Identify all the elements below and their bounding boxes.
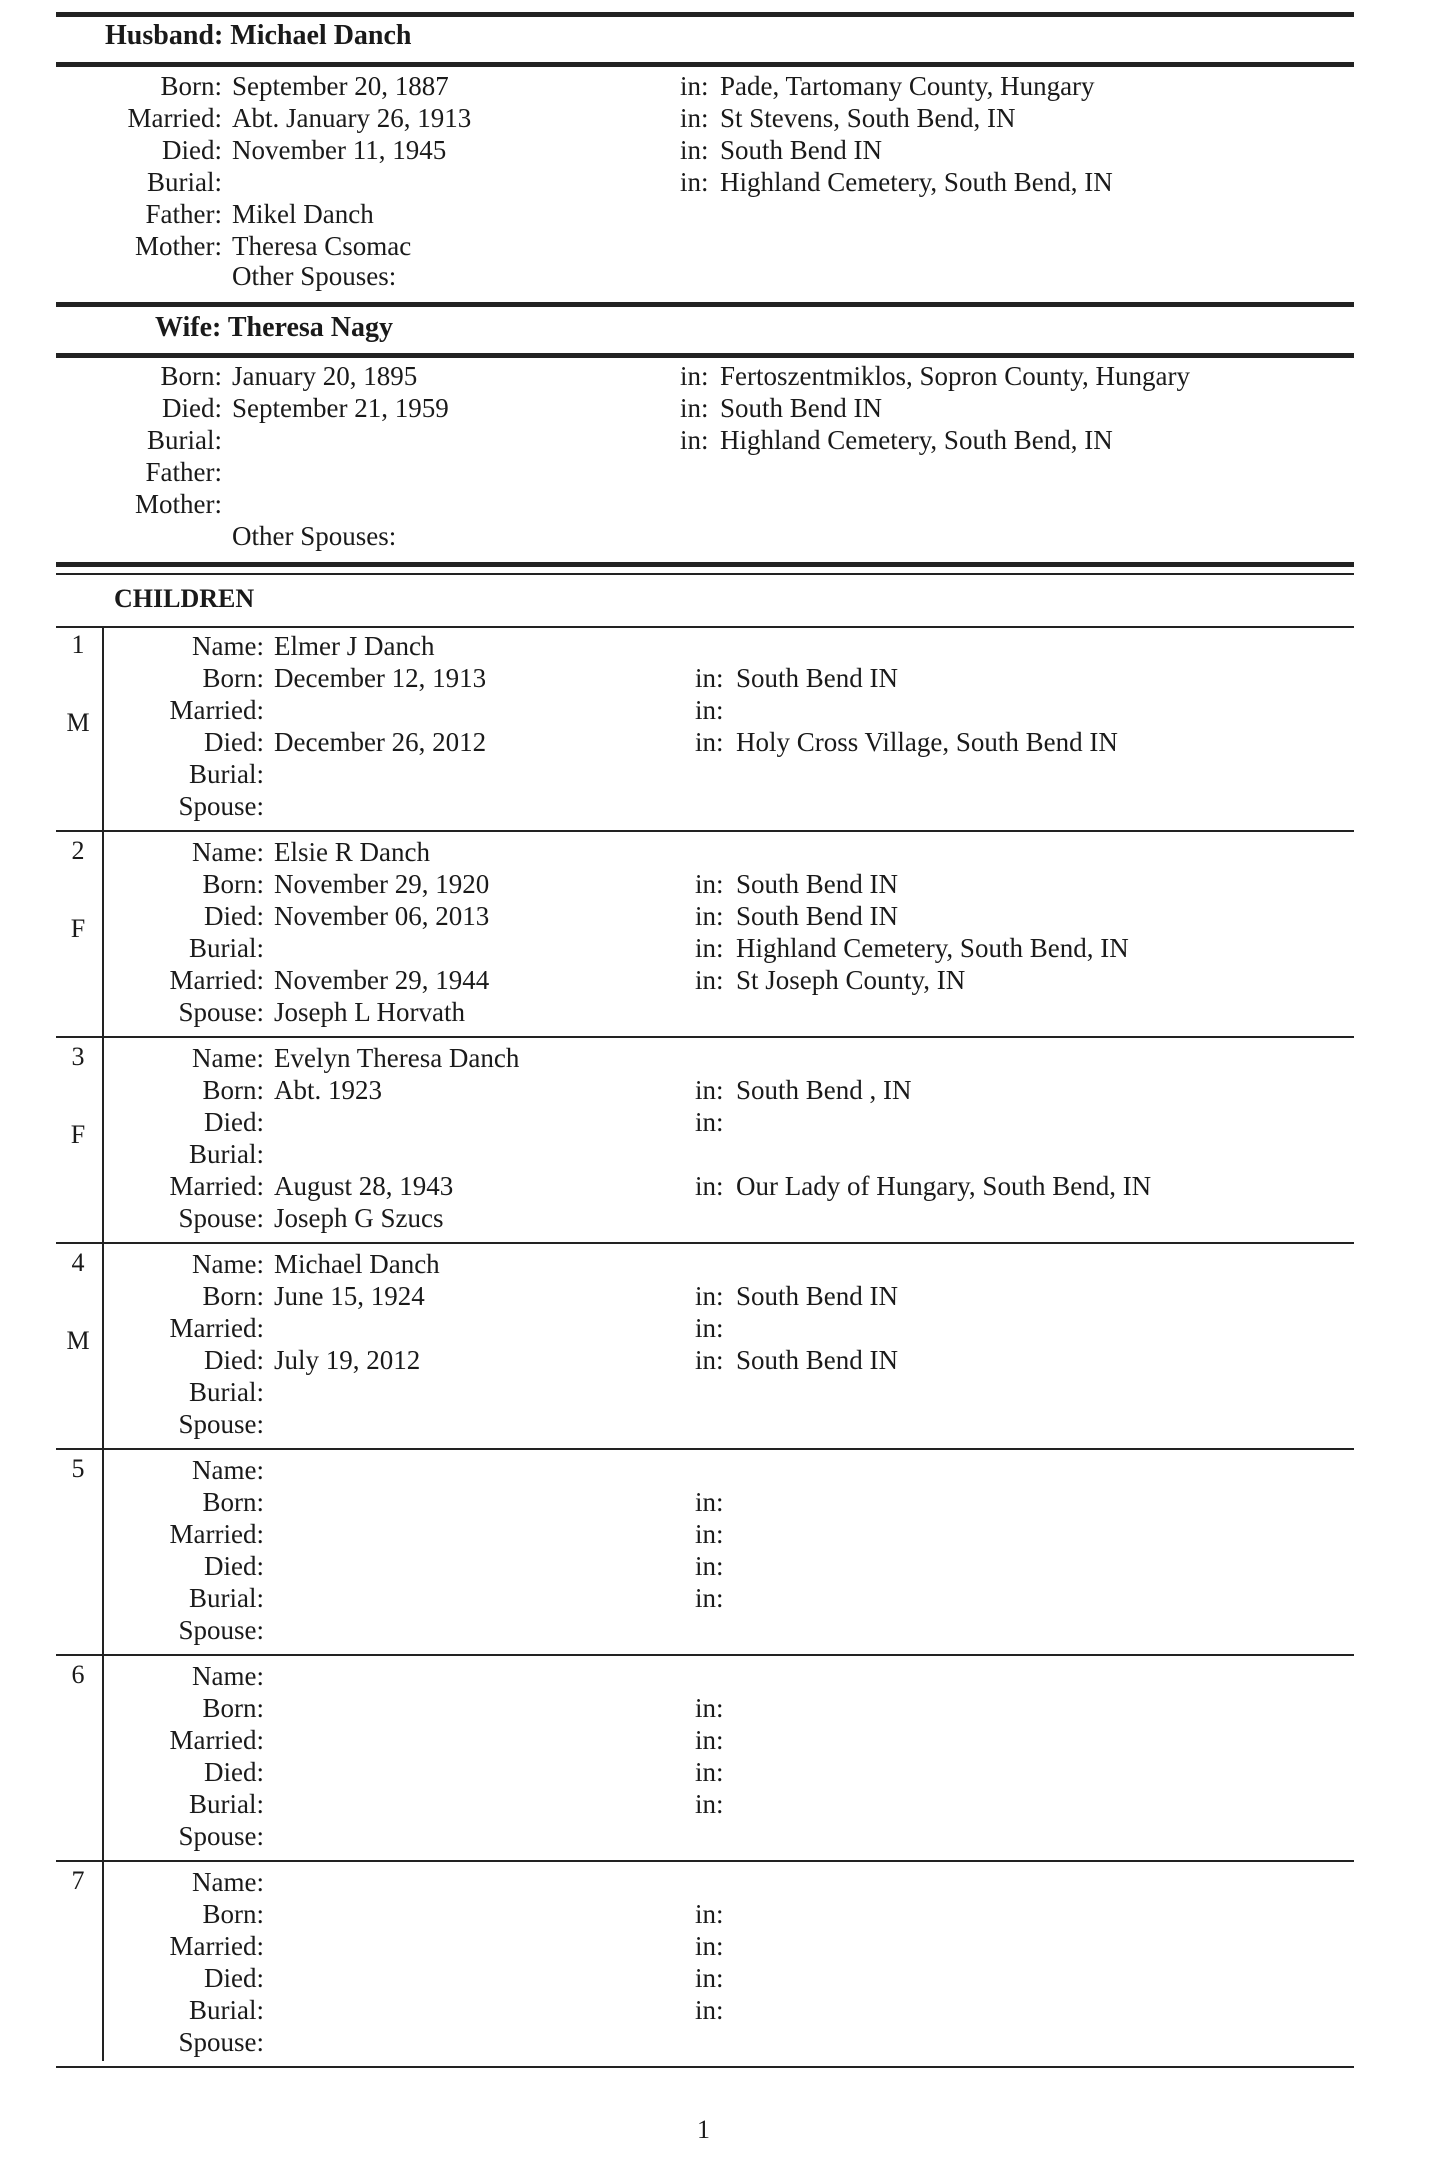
field-label: Born:: [160, 361, 222, 391]
field-label: Died:: [162, 135, 222, 165]
in-label: in:: [695, 901, 724, 931]
place-value: South Bend IN: [736, 1281, 898, 1311]
field-value: Mikel Danch: [232, 199, 374, 229]
field-value: November 11, 1945: [232, 135, 447, 165]
field-label: Married:: [169, 1171, 264, 1201]
field-value: Joseph L Horvath: [274, 997, 465, 1027]
in-label: in:: [695, 1583, 724, 1613]
wife-rule: [56, 353, 1354, 358]
field-label: Born:: [202, 1487, 264, 1517]
field-label: Married:: [169, 1313, 264, 1343]
field-value: September 21, 1959: [232, 393, 449, 423]
children-title: CHILDREN: [114, 584, 255, 613]
field-label: Died:: [204, 1757, 264, 1787]
place-value: South Bend IN: [720, 393, 882, 423]
field-label: Name:: [192, 1867, 264, 1897]
field-label: Married:: [169, 695, 264, 725]
in-label: in:: [680, 393, 709, 423]
children-top-rule: [56, 562, 1354, 567]
child-sex: F: [70, 914, 86, 943]
field-label: Burial:: [189, 759, 264, 789]
in-label: in:: [695, 695, 724, 725]
in-label: in:: [695, 1757, 724, 1787]
field-label: Name:: [192, 1661, 264, 1691]
child-separator-rule: [56, 1860, 1354, 1862]
child-sex: M: [66, 708, 90, 737]
child-number: 7: [71, 1866, 85, 1895]
page-number: 1: [697, 2115, 710, 2144]
field-label: Mother:: [135, 231, 222, 261]
field-label: Spouse:: [178, 1203, 264, 1233]
in-label: in:: [695, 1281, 724, 1311]
field-label: Married:: [127, 103, 222, 133]
in-label: in:: [695, 1995, 724, 2025]
child-separator-rule: [56, 1448, 1354, 1450]
field-value: August 28, 1943: [274, 1171, 454, 1201]
field-label: Died:: [204, 1107, 264, 1137]
place-value: Holy Cross Village, South Bend IN: [736, 727, 1118, 757]
in-label: in:: [695, 1931, 724, 1961]
field-value: January 20, 1895: [232, 361, 418, 391]
field-label: Burial:: [189, 933, 264, 963]
field-label: Born:: [202, 869, 264, 899]
place-value: South Bend , IN: [736, 1075, 912, 1105]
field-label: Father:: [145, 457, 222, 487]
child-separator-rule: [56, 1036, 1354, 1038]
child-separator-rule: [56, 1242, 1354, 1244]
place-value: Highland Cemetery, South Bend, IN: [736, 933, 1129, 963]
field-label: Born:: [202, 1281, 264, 1311]
field-label: Name:: [192, 1455, 264, 1485]
field-label: Spouse:: [178, 1615, 264, 1645]
in-label: in:: [695, 1345, 724, 1375]
field-label: Spouse:: [178, 1409, 264, 1439]
field-value: December 26, 2012: [274, 727, 487, 757]
field-label: Born:: [202, 1075, 264, 1105]
field-value: July 19, 2012: [274, 1345, 421, 1375]
children-top-rule-thin: [56, 573, 1354, 575]
place-value: St Stevens, South Bend, IN: [720, 103, 1016, 133]
husband-rule: [56, 62, 1354, 67]
field-value: November 29, 1920: [274, 869, 490, 899]
child-sex: F: [70, 1120, 86, 1149]
in-label: in:: [695, 727, 724, 757]
field-label: Born:: [202, 663, 264, 693]
children-header-rule: [56, 626, 1354, 628]
in-label: in:: [695, 1789, 724, 1819]
place-value: St Joseph County, IN: [736, 965, 966, 995]
field-value: Elsie R Danch: [274, 837, 430, 867]
in-label: in:: [695, 1519, 724, 1549]
field-label: Name:: [192, 1043, 264, 1073]
field-label: Name:: [192, 1249, 264, 1279]
wife-label: Wife:: [155, 312, 222, 343]
in-label: in:: [680, 71, 709, 101]
in-label: in:: [695, 1313, 724, 1343]
place-value: Our Lady of Hungary, South Bend, IN: [736, 1171, 1152, 1201]
place-value: South Bend IN: [736, 869, 898, 899]
in-label: in:: [680, 167, 709, 197]
field-label: Died:: [204, 901, 264, 931]
field-value: December 12, 1913: [274, 663, 487, 693]
field-label: Born:: [202, 1693, 264, 1723]
field-label: Burial:: [147, 167, 222, 197]
place-value: South Bend IN: [736, 901, 898, 931]
in-label: in:: [695, 1075, 724, 1105]
place-value: South Bend IN: [720, 135, 882, 165]
field-label: Burial:: [189, 1583, 264, 1613]
top-rule: [56, 12, 1354, 17]
child-separator-rule: [56, 2066, 1354, 2068]
field-label: Married:: [169, 1931, 264, 1961]
field-label: Died:: [204, 1345, 264, 1375]
field-value: Joseph G Szucs: [274, 1203, 444, 1233]
in-label: in:: [695, 1171, 724, 1201]
field-label: Died:: [204, 727, 264, 757]
husband-header: [105, 20, 412, 52]
field-label: Name:: [192, 837, 264, 867]
field-label: Burial:: [189, 1789, 264, 1819]
field-label: Spouse:: [178, 2027, 264, 2057]
field-value: Michael Danch: [274, 1249, 440, 1279]
place-value: Pade, Tartomany County, Hungary: [720, 71, 1095, 101]
child-number: 1: [71, 630, 85, 659]
field-value: Elmer J Danch: [274, 631, 435, 661]
field-label: Died:: [204, 1963, 264, 1993]
wife-other-spouses: Other Spouses:: [232, 521, 397, 551]
in-label: in:: [695, 1693, 724, 1723]
wife-top-rule: [56, 302, 1354, 307]
field-value: November 06, 2013: [274, 901, 490, 931]
field-label: Married:: [169, 965, 264, 995]
place-value: Fertoszentmiklos, Sopron County, Hungary: [720, 361, 1190, 391]
field-label: Mother:: [135, 489, 222, 519]
wife-name: Theresa Nagy: [227, 312, 394, 343]
in-label: in:: [695, 869, 724, 899]
in-label: in:: [680, 425, 709, 455]
child-number: 6: [71, 1660, 85, 1689]
field-label: Married:: [169, 1519, 264, 1549]
field-label: Spouse:: [178, 791, 264, 821]
husband-label: Husband:: [105, 20, 224, 51]
child-number: 4: [71, 1248, 85, 1277]
field-value: November 29, 1944: [274, 965, 490, 995]
field-value: June 15, 1924: [274, 1281, 425, 1311]
husband-name: Michael Danch: [230, 20, 412, 51]
child-number: 2: [71, 836, 85, 865]
field-value: Evelyn Theresa Danch: [274, 1043, 520, 1073]
husband-other-spouses: Other Spouses:: [232, 261, 397, 291]
field-value: Abt. 1923: [274, 1075, 382, 1105]
field-label: Died:: [204, 1551, 264, 1581]
in-label: in:: [680, 135, 709, 165]
place-value: Highland Cemetery, South Bend, IN: [720, 425, 1113, 455]
field-label: Name:: [192, 631, 264, 661]
place-value: South Bend IN: [736, 663, 898, 693]
field-label: Burial:: [189, 1377, 264, 1407]
child-number: 3: [71, 1042, 85, 1071]
in-label: in:: [695, 1107, 724, 1137]
field-value: September 20, 1887: [232, 71, 449, 101]
in-label: in:: [695, 965, 724, 995]
in-label: in:: [695, 1725, 724, 1755]
field-label: Born:: [160, 71, 222, 101]
field-label: Burial:: [189, 1995, 264, 2025]
field-value: Theresa Csomac: [232, 231, 412, 261]
field-label: Father:: [145, 199, 222, 229]
field-label: Died:: [162, 393, 222, 423]
child-sex: M: [66, 1326, 90, 1355]
place-value: Highland Cemetery, South Bend, IN: [720, 167, 1113, 197]
in-label: in:: [695, 1487, 724, 1517]
field-label: Married:: [169, 1725, 264, 1755]
in-label: in:: [695, 1963, 724, 1993]
in-label: in:: [695, 663, 724, 693]
wife-header: [155, 312, 393, 344]
field-label: Burial:: [189, 1139, 264, 1169]
in-label: in:: [695, 1899, 724, 1929]
field-value: Abt. January 26, 1913: [232, 103, 472, 133]
field-label: Burial:: [147, 425, 222, 455]
child-separator-rule: [56, 830, 1354, 832]
in-label: in:: [680, 103, 709, 133]
field-label: Spouse:: [178, 997, 264, 1027]
in-label: in:: [695, 1551, 724, 1581]
field-label: Spouse:: [178, 1821, 264, 1851]
in-label: in:: [695, 933, 724, 963]
child-number: 5: [71, 1454, 85, 1483]
child-separator-rule: [56, 1654, 1354, 1656]
field-label: Born:: [202, 1899, 264, 1929]
in-label: in:: [680, 361, 709, 391]
place-value: South Bend IN: [736, 1345, 898, 1375]
